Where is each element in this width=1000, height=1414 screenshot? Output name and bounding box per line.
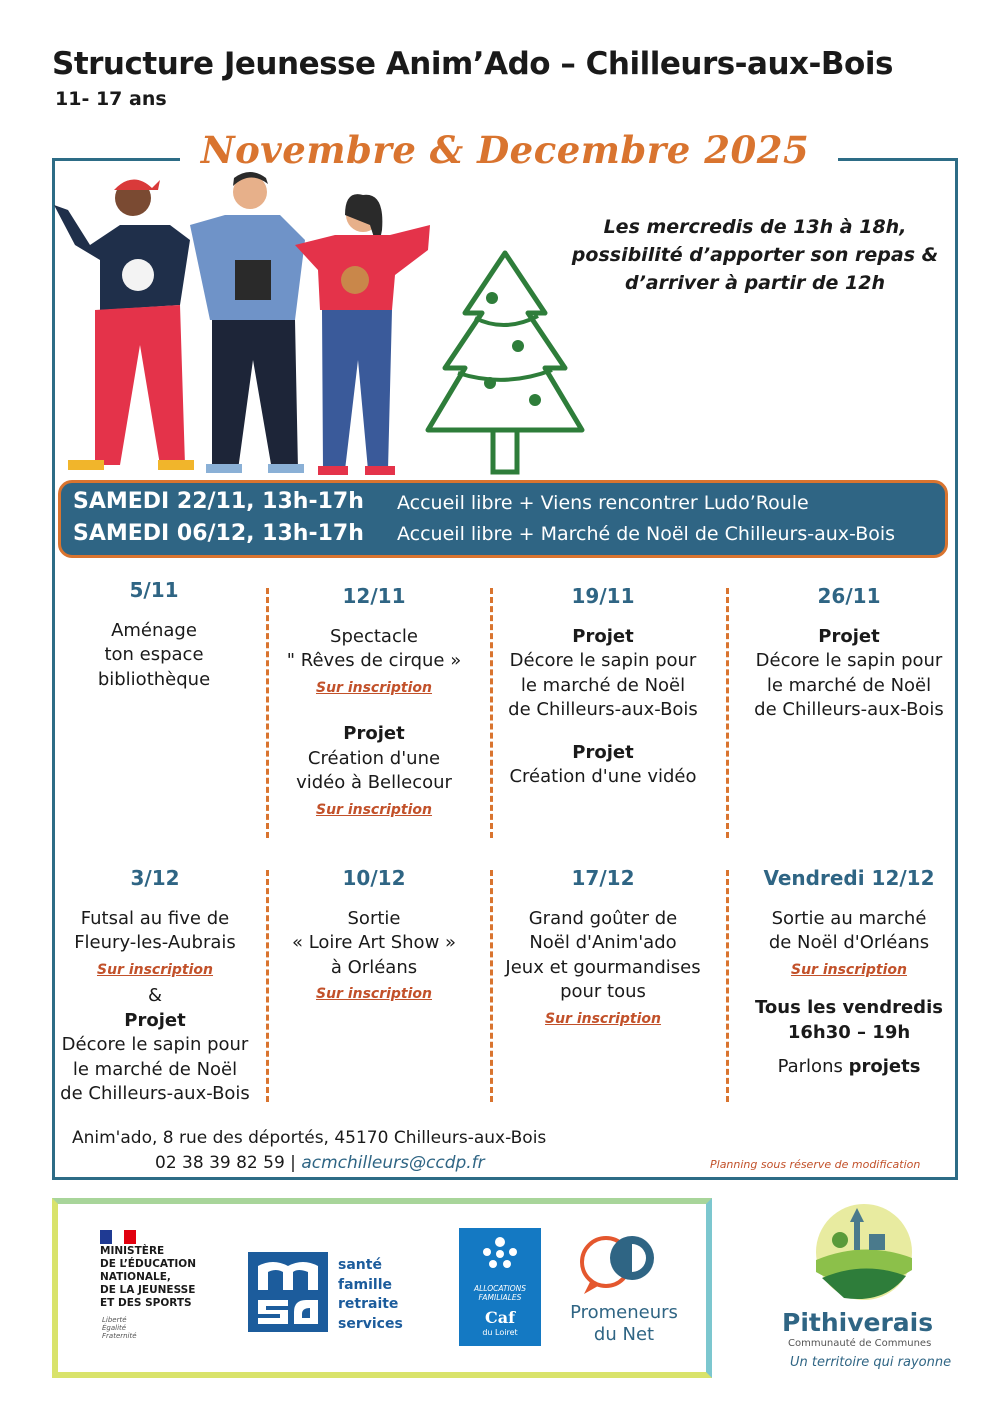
inscription-note: Sur inscription (544, 1010, 662, 1027)
event-text: le marché de Noël (520, 674, 686, 696)
event-text: Décore le sapin pour (61, 1034, 249, 1055)
email-link[interactable]: acmchilleurs@ccdp.fr (301, 1153, 485, 1173)
age-range: 11- 17 ans (55, 88, 167, 110)
logo-text: ALLOCATIONS (473, 1284, 527, 1293)
hours-line-3: d’arriver à partir de 12h (624, 272, 886, 294)
event-text: Sortie (347, 907, 401, 929)
separator (266, 588, 269, 838)
event-date: 12/11 (342, 584, 406, 608)
logo-text: services (338, 1315, 403, 1332)
logo-text: Fraternité (102, 1332, 137, 1340)
event-text: & (147, 985, 163, 1006)
phone-number: 02 38 39 82 59 | (155, 1153, 302, 1173)
event-text: Création d'une (307, 747, 441, 769)
event-date: 19/11 (571, 584, 635, 608)
logo-text: DE L’ÉDUCATION (100, 1258, 197, 1270)
projet-label: Projet (572, 741, 634, 763)
separator (490, 870, 493, 1102)
projet-label: Projet (124, 1009, 186, 1031)
friday-hours: 16h30 – 19h (787, 1021, 911, 1043)
event-text: Jeux et gourmandises (505, 956, 701, 978)
event-date: 17/12 (571, 866, 635, 890)
separator (726, 870, 729, 1102)
saturday-banner (58, 480, 948, 558)
msa-logo-icon (248, 1252, 328, 1332)
separator (726, 588, 729, 838)
teens-illustration (40, 170, 440, 480)
frame-top-left (52, 158, 180, 161)
logo-text: Promeneurs (570, 1302, 678, 1323)
event-text: Création d'une vidéo (509, 766, 697, 787)
republic-motto (102, 1316, 137, 1340)
event-text: bibliothèque (97, 668, 211, 690)
event-text: pour tous (560, 981, 646, 1002)
event-text: de Chilleurs-aux-Bois (60, 1083, 250, 1104)
event-text: « Loire Art Show » (291, 932, 457, 953)
address: Anim'ado, 8 rue des déportés, 45170 Chilleurs-aux-Bois (72, 1128, 547, 1148)
ministere-logo (100, 1245, 196, 1310)
schedule-19-11 (496, 584, 710, 790)
event-text: Fleury-les-Aubrais (74, 932, 236, 953)
event-text: Décore le sapin pour (509, 650, 697, 671)
pithiverais-subtitle: Communauté de Communes (788, 1338, 932, 1349)
schedule-5-11 (55, 578, 253, 692)
schedule-12-11 (272, 584, 476, 824)
speech-bubbles-icon (576, 1232, 666, 1298)
projet-label: Projet (572, 625, 634, 647)
event-text: Décore le sapin pour (755, 650, 943, 671)
schedule-10-12 (272, 866, 476, 1009)
inscription-note: Sur inscription (790, 961, 908, 978)
event-date: 26/11 (817, 584, 881, 608)
banner-desc-1: Accueil libre + Viens rencontrer Ludo’Roule (397, 492, 809, 514)
projet-word: projets (848, 1056, 921, 1077)
event-text: " Rêves de cirque » (286, 650, 462, 671)
event-date: Vendredi 12/12 (763, 866, 935, 890)
inscription-note: Sur inscription (315, 986, 433, 1002)
logo-text: DE LA JEUNESSE (100, 1284, 196, 1296)
logo-text: FAMILIALES (478, 1293, 522, 1302)
logo-text: NATIONALE, (100, 1271, 171, 1283)
contact-line (155, 1153, 485, 1173)
event-date: 5/11 (129, 578, 179, 602)
schedule-3-12 (52, 866, 258, 1107)
frame-top-right (838, 158, 958, 161)
separator (490, 588, 493, 838)
event-text: Futsal au five de (80, 907, 230, 929)
event-date: 3/12 (130, 866, 180, 890)
msa-tagline (338, 1256, 403, 1334)
logo-text: du Net (593, 1324, 655, 1345)
event-text: Aménage (111, 619, 197, 641)
event-text: à Orléans (330, 956, 418, 978)
logo-text: retraite (338, 1296, 399, 1312)
logo-text: Égalité (102, 1324, 127, 1332)
promeneurs-du-net-logo (562, 1302, 686, 1346)
caf-wordmark: Caf (485, 1308, 515, 1327)
event-text: de Noël d'Orléans (768, 932, 930, 953)
banner-desc-2: Accueil libre + Marché de Noël de Chilleurs-aux-Bois (397, 523, 896, 545)
banner-date-2: SAMEDI 06/12, 13h-17h (73, 521, 364, 546)
event-text: le marché de Noël (766, 674, 932, 696)
event-date: 10/12 (342, 866, 406, 890)
schedule-17-12 (496, 866, 710, 1033)
caf-family-icon (477, 1234, 523, 1274)
separator (266, 870, 269, 1102)
inscription-note: Sur inscription (96, 961, 214, 978)
schedule-vendredi-12-12 (740, 866, 958, 1080)
event-text: vidéo à Bellecour (296, 772, 452, 793)
event-text: le marché de Noël (72, 1058, 238, 1080)
inscription-note: Sur inscription (315, 801, 433, 818)
page-title: Structure Jeunesse Anim’Ado – Chilleurs-aux-Bois (52, 46, 893, 82)
month-heading: Novembre & Decembre 2025 (200, 128, 810, 172)
wednesday-hours (560, 213, 950, 297)
friday-label: Tous les vendredis (755, 997, 943, 1018)
projet-label: Projet (818, 625, 880, 647)
logo-text: MINISTÈRE (100, 1245, 165, 1257)
reserve-note: Planning sous réserve de modification (710, 1158, 921, 1171)
marianne-flag-icon (100, 1230, 136, 1244)
event-text: Spectacle (330, 625, 418, 647)
hours-line-2: possibilité d’apporter son repas & (571, 244, 939, 266)
event-text: Sortie au marché (771, 907, 927, 929)
pithiverais-name: Pithiverais (782, 1308, 934, 1337)
logo-text: ET DES SPORTS (100, 1297, 192, 1309)
logo-text: santé (338, 1257, 382, 1273)
event-text: Noël d'Anim'ado (529, 932, 677, 953)
event-text: Parlons (777, 1056, 849, 1077)
logo-text: Liberté (102, 1316, 127, 1324)
event-text: de Chilleurs-aux-Bois (508, 699, 698, 720)
inscription-note: Sur inscription (315, 679, 433, 696)
caf-department: du Loiret (482, 1328, 518, 1337)
schedule-26-11 (740, 584, 958, 723)
logo-text: famille (338, 1276, 393, 1293)
caf-subtitle (459, 1284, 541, 1302)
hours-line-1: Les mercredis de 13h à 18h, (603, 216, 907, 238)
banner-date-1: SAMEDI 22/11, 13h-17h (73, 489, 364, 514)
caf-logo (459, 1228, 541, 1346)
projet-label: Projet (343, 723, 405, 744)
event-text: ton espace (104, 644, 204, 665)
pithiverais-emblem-icon (814, 1200, 914, 1304)
pithiverais-slogan: Un territoire qui rayonne (790, 1355, 952, 1370)
event-text: Grand goûter de (528, 907, 678, 929)
friday-topic (740, 1055, 958, 1080)
event-text: de Chilleurs-aux-Bois (754, 699, 944, 720)
